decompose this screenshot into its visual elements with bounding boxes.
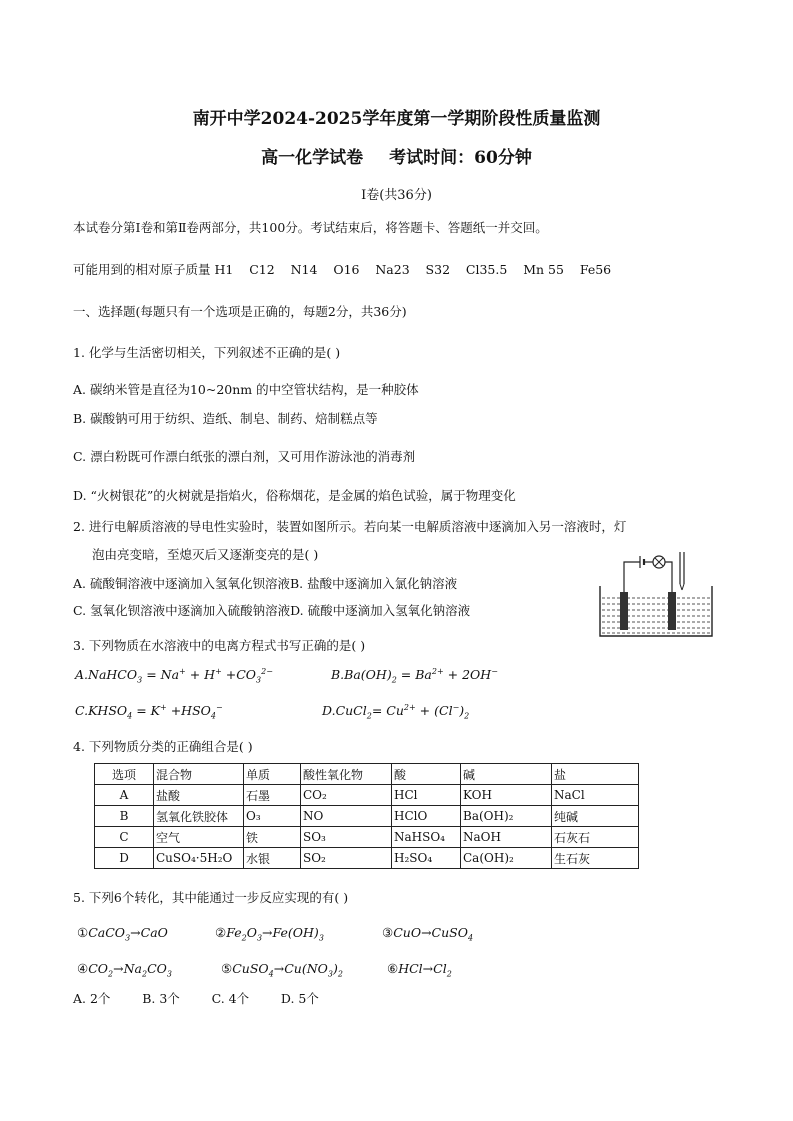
table-cell: HCl bbox=[392, 785, 461, 806]
table-header: 酸 bbox=[392, 764, 461, 785]
table-header: 碱 bbox=[461, 764, 552, 785]
table-cell: CuSO₄·5H₂O bbox=[154, 848, 244, 869]
q3-option-d: D.CuCl$_2$= $Cu^{2+} + (Cl^-)_2$ bbox=[322, 703, 470, 721]
table-cell: A bbox=[95, 785, 154, 806]
table-cell: H₂SO₄ bbox=[392, 848, 461, 869]
table-cell: NaHSO₄ bbox=[392, 827, 461, 848]
exam-title: 南开中学2024-2025学年度第一学期阶段性质量监测 bbox=[192, 109, 601, 129]
table-cell: 空气 bbox=[154, 827, 244, 848]
table-cell: 盐酸 bbox=[154, 785, 244, 806]
conductivity-apparatus-figure bbox=[596, 548, 716, 640]
q3-option-c: $C.KHSO_4 = K^+ +HSO_4^-$ bbox=[75, 703, 223, 721]
q5-conversion-1: ①CaCO$_3$→CaO bbox=[77, 925, 168, 943]
table-header: 选项 bbox=[95, 764, 154, 785]
table-cell: NaCl bbox=[552, 785, 639, 806]
table-cell: KOH bbox=[461, 785, 552, 806]
section-heading: 一、选择题(每题只有一个选项是正确的，每题2分，共36分) bbox=[73, 304, 407, 319]
q5-conversion-2: $②Fe_2O_3\to Fe(OH)_3$ bbox=[215, 925, 324, 943]
table-cell: 铁 bbox=[244, 827, 301, 848]
table-cell: 纯碱 bbox=[552, 806, 639, 827]
q3-option-b: $B.Ba(OH)_2 = Ba^{2+} + 2OH^-$ bbox=[331, 667, 498, 685]
table-cell: 生石灰 bbox=[552, 848, 639, 869]
table-cell: SO₂ bbox=[301, 848, 392, 869]
table-header: 盐 bbox=[552, 764, 639, 785]
table-cell: O₃ bbox=[244, 806, 301, 827]
table-cell: C bbox=[95, 827, 154, 848]
q4-stem: 4. 下列物质分类的正确组合是( ) bbox=[73, 739, 253, 754]
table-cell: B bbox=[95, 806, 154, 827]
classification-table bbox=[94, 763, 639, 869]
table-header: 单质 bbox=[244, 764, 301, 785]
q1-option-d: D. “火树银花”的火树就是指焰火，俗称烟花，是金属的焰色试验，属于物理变化 bbox=[73, 488, 516, 503]
table-cell: NO bbox=[301, 806, 392, 827]
table-cell: SO₃ bbox=[301, 827, 392, 848]
q1-option-b: B. 碳酸钠可用于纺织、造纸、制皂、制药、焙制糕点等 bbox=[73, 411, 378, 426]
table-cell: 石灰石 bbox=[552, 827, 639, 848]
table-row bbox=[95, 785, 639, 806]
table-cell: NaOH bbox=[461, 827, 552, 848]
q2-options-ab: A. 硫酸铜溶液中逐滴加入氢氧化钡溶液B. 盐酸中逐滴加入氯化钠溶液 bbox=[73, 576, 458, 591]
table-cell: HClO bbox=[392, 806, 461, 827]
table-header: 酸性氧化物 bbox=[301, 764, 392, 785]
table-row bbox=[95, 827, 639, 848]
table-cell: D bbox=[95, 848, 154, 869]
q1-option-c: C. 漂白粉既可作漂白纸张的漂白剂，又可用作游泳池的消毒剂 bbox=[73, 449, 416, 464]
exam-time: 考试时间：60分钟 bbox=[389, 148, 532, 168]
table-cell: 石墨 bbox=[244, 785, 301, 806]
q2-options-cd: C. 氢氧化钡溶液中逐滴加入硫酸钠溶液D. 硫酸中逐滴加入氢氧化钠溶液 bbox=[73, 603, 471, 618]
q5-options: A. 2个 B. 3个 C. 4个 D. 5个 bbox=[73, 991, 319, 1006]
subject-title: 高一化学试卷 bbox=[261, 148, 364, 168]
table-header: 混合物 bbox=[154, 764, 244, 785]
q5-conversion-3: ③CuO→CuSO$_4$ bbox=[382, 925, 474, 943]
q1-option-a: A. 碳纳米管是直径为10~20nm 的中空管状结构，是一种胶体 bbox=[73, 382, 419, 397]
q2-stem-line-1: 2. 进行电解质溶液的导电性实验时，装置如图所示。若向某一电解质溶液中逐滴加入另一溶液时，灯 bbox=[73, 519, 627, 534]
q2-stem-line-2: 泡由亮变暗，至熄灭后又逐渐变亮的是( ) bbox=[92, 547, 319, 562]
table-cell: CO₂ bbox=[301, 785, 392, 806]
intro-line-1: 本试卷分第Ⅰ卷和第Ⅱ卷两部分，共100分。考试结束后，将答题卡、答题纸一并交回。 bbox=[73, 220, 548, 235]
table-cell: 氢氧化铁胶体 bbox=[154, 806, 244, 827]
q5-stem: 5. 下列6个转化，其中能通过一步反应实现的有( ) bbox=[73, 890, 349, 905]
volume-label: I卷(共36分) bbox=[361, 188, 432, 203]
q5-conversion-4: $④CO_2\to Na_2CO_3$ bbox=[77, 961, 172, 979]
intro-line-2: 可能用到的相对原子质量 H1 C12 N14 O16 Na23 S32 Cl35.5 Mn 55 Fe56 bbox=[73, 262, 612, 277]
q5-conversion-6: $⑥HCl\to Cl_2$ bbox=[387, 961, 452, 979]
exam-subtitle bbox=[0, 143, 793, 168]
table-cell: Ba(OH)₂ bbox=[461, 806, 552, 827]
table-header-row bbox=[95, 764, 639, 785]
table-cell: 水银 bbox=[244, 848, 301, 869]
q1-stem: 1. 化学与生活密切相关，下列叙述不正确的是( ) bbox=[73, 345, 341, 360]
table-row bbox=[95, 806, 639, 827]
table-row bbox=[95, 848, 639, 869]
q3-option-a: A.NaHCO$_3$ = $Na^+ + H^+ +CO_3^{2-}$ bbox=[75, 667, 273, 685]
table-cell: Ca(OH)₂ bbox=[461, 848, 552, 869]
q5-conversion-5: $⑤CuSO_4\to Cu(NO_3)_2$ bbox=[221, 961, 343, 979]
q3-stem: 3. 下列物质在水溶液中的电离方程式书写正确的是( ) bbox=[73, 638, 366, 653]
